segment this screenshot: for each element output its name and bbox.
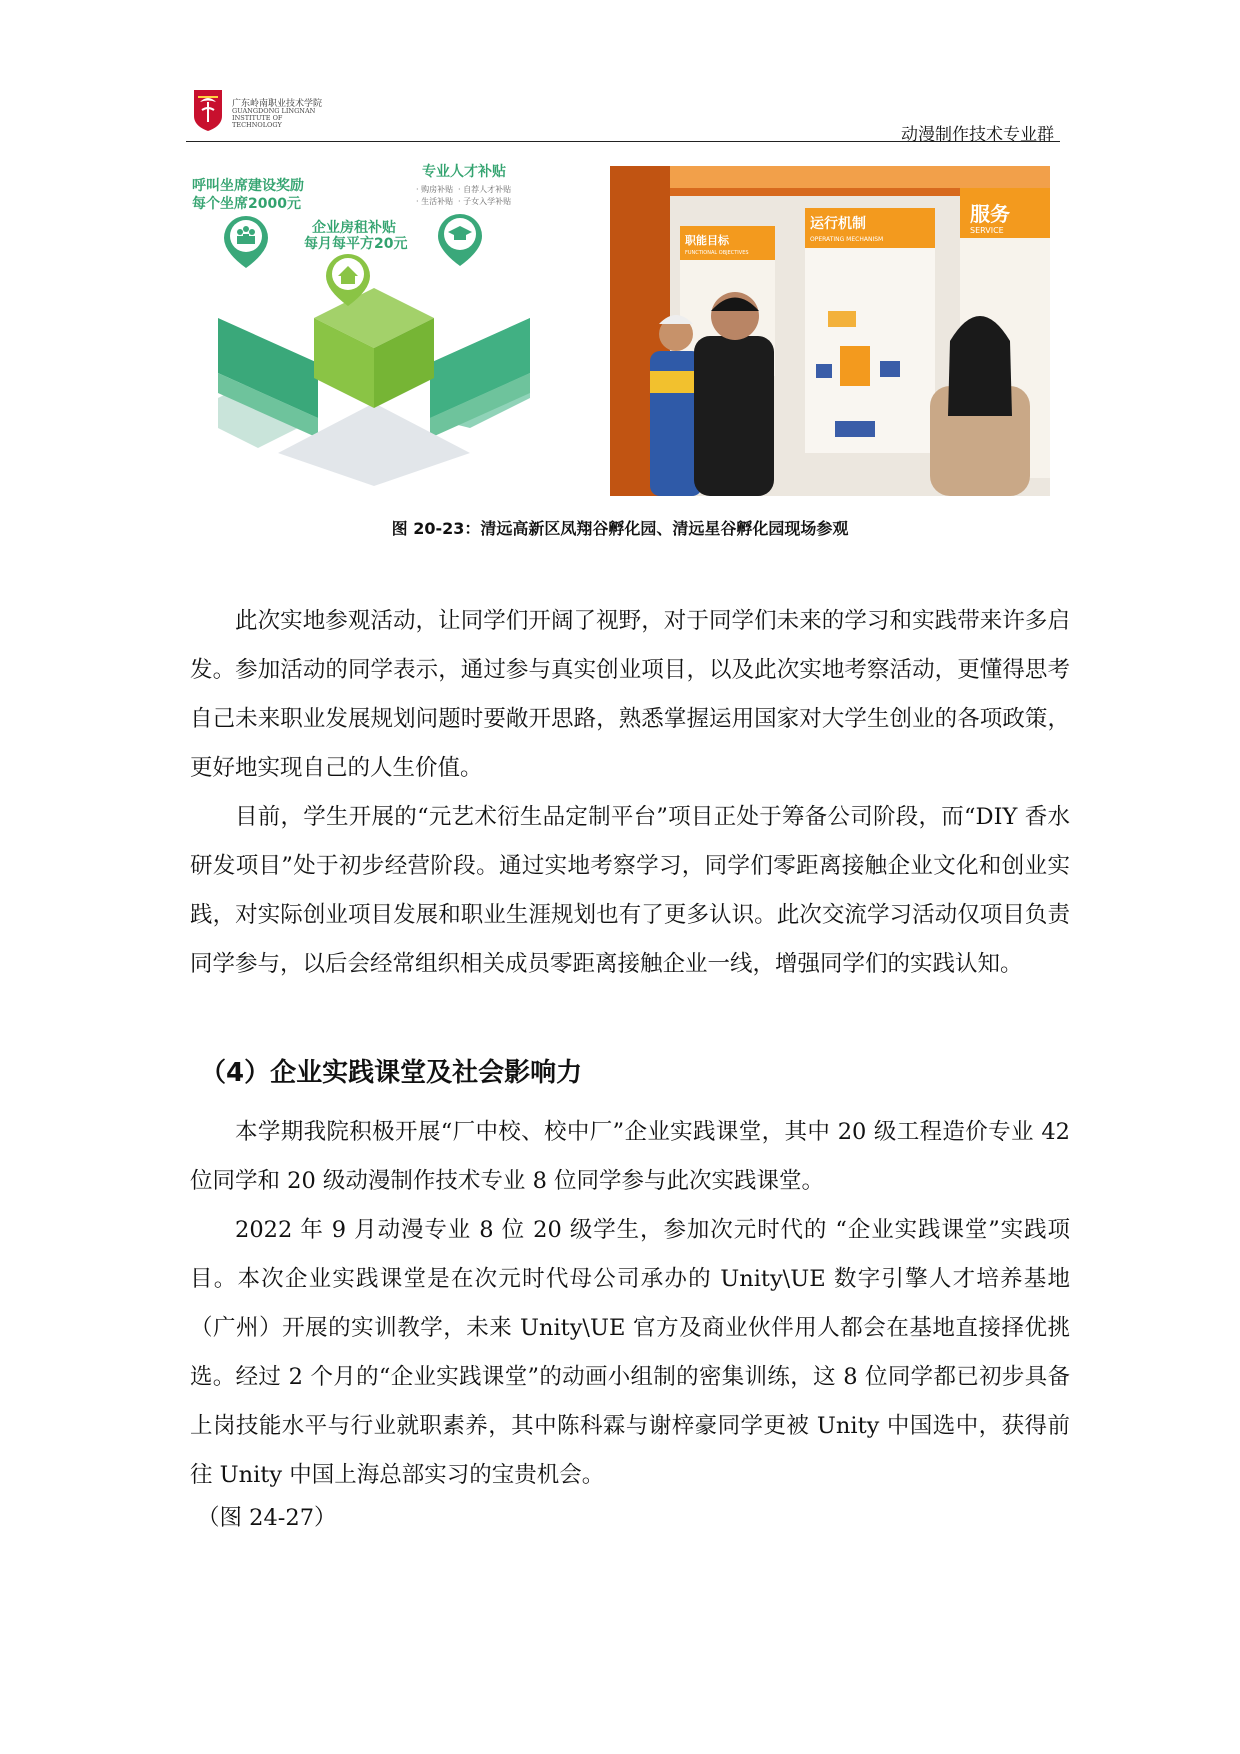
talent-sub-school: · 子女入学补贴 [458, 197, 512, 206]
seat-reward-amount: 每个坐席2000元 [192, 196, 301, 212]
rent-subsidy-amount: 每月每平方20元 [304, 236, 408, 252]
paragraph-unity-project: 2022 年 9 月动漫专业 8 位 20 级学生，参加次元时代的 “企业实践课堂”实践项目。本次企业实践课堂是在次元时代母公司承办的 Unity\UE 数字引擎人才培养基地（广州）开展的实训教学，未来 Unity\UE 官方及商业伙伴用人都会在基地直接择优挑选。经过 2 个月的“企业实践课堂”的动画小组制的密集训练，这 8 位同学都已初步具备上岗技能水平与行业就职素养，其中陈科霖与谢梓豪同学更被 Unity 中国选中，获得前往 Unity 中国上海总部实习的宝贵机会。 [190, 1217, 1070, 1488]
figure-reference: （图 24-27） [197, 1505, 337, 1531]
school-name-cn: 广东岭南职业技术学院 [232, 99, 323, 109]
policy-infographic [192, 164, 530, 488]
panel-operating-sub: OPERATING MECHANISM [810, 236, 884, 243]
talent-sub-recommend: · 自荐人才补贴 [458, 185, 512, 194]
section-heading: （4）企业实践课堂及社会影响力 [200, 1058, 583, 1088]
paragraph-practice-class: 本学期我院积极开展“厂中校、校中厂”企业实践课堂，其中 20 级工程造价专业 42 位同学和 20 级动漫制作技术专业 8 位同学参与此次实践课堂。 [190, 1119, 1070, 1194]
seat-reward-title: 呼叫坐席建设奖励 [192, 178, 304, 194]
rent-subsidy-title: 企业房租补贴 [312, 220, 396, 236]
page-header-title: 动漫制作技术专业群 [901, 125, 1054, 145]
panel-service-sub: SERVICE [970, 226, 1004, 235]
paragraph-visit-reflection: 此次实地参观活动，让同学们开阔了视野，对于同学们未来的学习和实践带来许多启发。参加活动的同学表示，通过参与真实创业项目，以及此次实地考察活动，更懂得思考自己未来职业发展规划问题时要敞开思路，熟悉掌握运用国家对大学生创业的各项政策，更好地实现自己的人生价值。 [190, 608, 1070, 781]
panel-functional-sub: FUNCTIONAL OBJECTIVES [685, 250, 749, 256]
header-divider [186, 141, 1060, 142]
panel-operating-title: 运行机制 [810, 216, 866, 232]
pin-seat-reward-icon [224, 216, 268, 268]
talent-sub-living: · 生活补贴 [416, 197, 454, 206]
talent-subsidy-title: 专业人才补贴 [422, 164, 506, 180]
figure-caption: 图 20-23：清远高新区凤翔谷孵化园、清远星谷孵化园现场参观 [391, 519, 849, 538]
paragraph-block-1 [190, 597, 1070, 989]
paragraph-block-2 [190, 1108, 1070, 1500]
school-name-en: GUANGDONG LINGNAN INSTITUTE OF TECHNOLOGY [232, 107, 316, 129]
panel-service-title: 服务 [970, 202, 1010, 226]
school-logo [192, 88, 224, 132]
pin-talent-subsidy-icon [438, 214, 482, 266]
talent-sub-housing: · 购房补贴 [416, 185, 454, 194]
incubator-visit-photo [610, 166, 1050, 496]
paragraph-project-status: 目前，学生开展的“元艺术衍生品定制平台”项目正处于筹备公司阶段，而“DIY 香水研发项目”处于初步经营阶段。通过实地考察学习，同学们零距离接触企业文化和创业实践，对实际创业项目发展和职业生涯规划也有了更多认识。此次交流学习活动仅项目负责同学参与，以后会经常组织相关成员零距离接触企业一线，增强同学们的实践认知。 [190, 804, 1070, 977]
panel-functional-title: 职能目标 [685, 234, 729, 247]
